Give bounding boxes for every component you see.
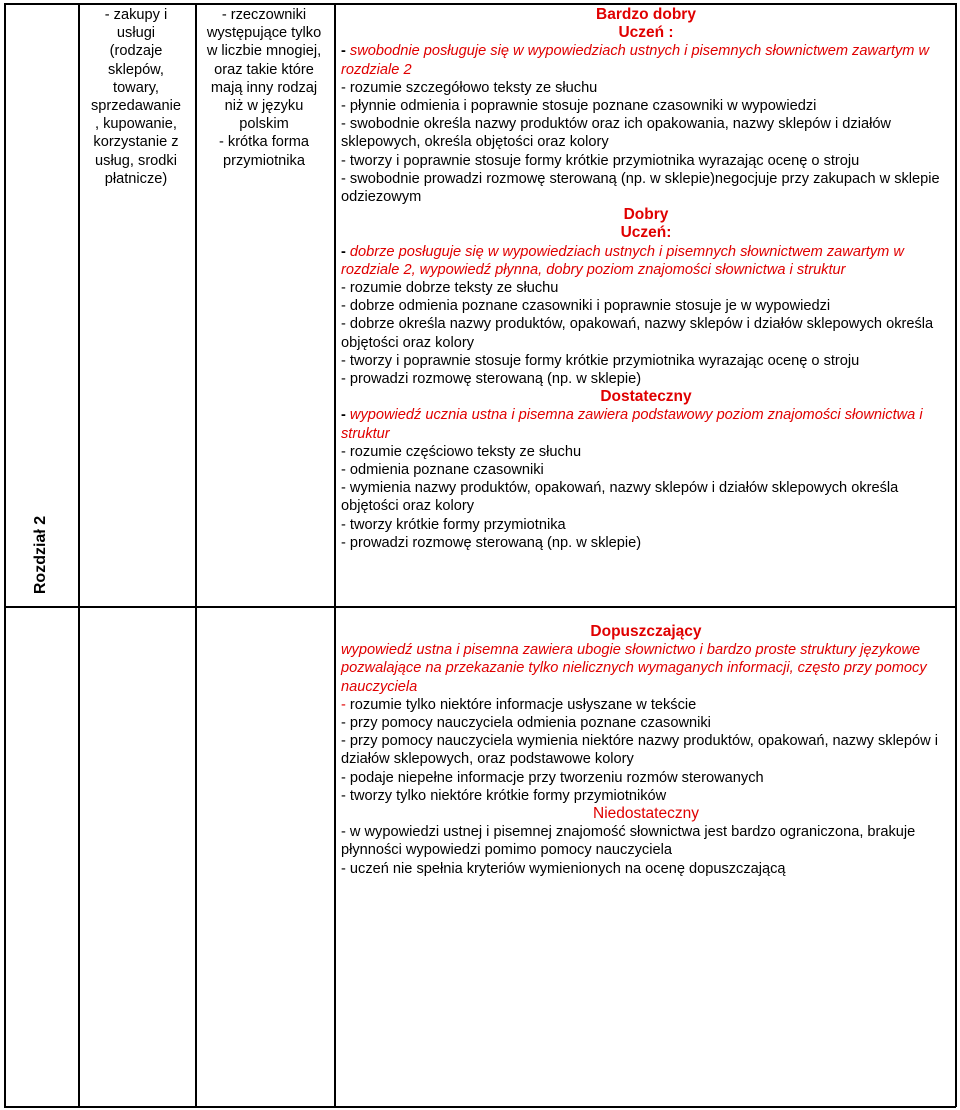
grade-item: - podaje niepełne informacje przy tworzeniu rozmów sterowanych bbox=[341, 769, 764, 786]
grade-intro bbox=[341, 42, 951, 78]
grade-item: - prowadzi rozmowę sterowaną (np. w sklepie) bbox=[341, 534, 642, 551]
grammar-line: niż w języku bbox=[224, 98, 304, 115]
grammar-line: polskim bbox=[239, 116, 289, 133]
table-border-right bbox=[955, 3, 957, 1107]
table-border-bottom bbox=[4, 1106, 956, 1108]
table-border-top bbox=[4, 3, 956, 5]
item-text: rozumie tylko niektóre informacje usłyszane w tekście bbox=[349, 696, 697, 713]
grade-item: - rozumie szczegółowo teksty ze słuchu bbox=[341, 79, 598, 96]
grade-item: - rozumie dobrze teksty ze słuchu bbox=[341, 280, 559, 297]
grade-intro bbox=[341, 243, 951, 279]
column-divider-3 bbox=[334, 3, 336, 1107]
grade-item: - tworzy tylko niektóre krótkie formy przymiotników bbox=[341, 787, 667, 804]
intro-text: dobrze posługuje się w wypowiedziach ustnych i pisemnych słownictwem zawartym w rozdziale 2, wypowiedź płynna, dobry poziom znajomości słownictwa i struktur bbox=[341, 243, 904, 278]
grammar-line: mają inny rodzaj bbox=[210, 79, 318, 96]
intro-dash: - bbox=[341, 243, 350, 260]
grade-title: Dopuszczający bbox=[590, 623, 702, 640]
grade-title: Niedostateczny bbox=[593, 805, 699, 823]
grade-item: - rozumie częściowo teksty ze słuchu bbox=[341, 443, 582, 460]
topic-line: sklepów, bbox=[108, 61, 164, 78]
grammar-line: - krótka forma bbox=[218, 134, 309, 151]
intro-text: wypowiedź ucznia ustna i pisemna zawiera podstawowy poziom znajomości słownictwa i struktur bbox=[341, 407, 923, 442]
grade-intro bbox=[341, 406, 951, 442]
grade-item: - odmienia poznane czasowniki bbox=[341, 462, 544, 479]
grade-item: - w wypowiedzi ustnej i pisemnej znajomość słownictwa jest bardzo ograniczona, brakuje płynności wypowiedzi pomimo pomocy nauczyciela bbox=[341, 824, 916, 859]
grade-item: - wymienia nazwy produktów, opakowań, nazwy sklepów i działów sklepowych określa objętości oraz kolory bbox=[341, 480, 899, 515]
grade-block-1 bbox=[341, 206, 951, 388]
grade-item: - przy pomocy nauczyciela wymienia niektóre nazwy produktów, opakowań, nazwy sklepów i działów sklepowych, oraz podstawowe kolory bbox=[341, 733, 938, 768]
table-border-left bbox=[4, 3, 6, 1107]
intro-dash: - bbox=[341, 407, 350, 424]
section-label: Rozdział 2 bbox=[32, 515, 49, 595]
topic-line: korzystanie z bbox=[93, 134, 179, 151]
grade-item: - tworzy i poprawnie stosuje formy krótkie przymiotnika wyrazając ocenę o stroju bbox=[341, 352, 860, 369]
row-divider bbox=[4, 606, 956, 608]
grade-title: Bardzo dobry bbox=[596, 6, 696, 23]
topic-line: - zakupy i bbox=[104, 7, 168, 23]
grade-item: - dobrze określa nazwy produktów, opakowań, nazwy sklepów i działów sklepowych określa objętości oraz kolory bbox=[341, 316, 934, 351]
intro-text: swobodnie posługuje się w wypowiedziach ustnych i pisemnych słownictwem zawartym w rozdziale 2 bbox=[341, 43, 930, 78]
grammar-cell bbox=[196, 6, 332, 170]
grade-intro: wypowiedź ustna i pisemna zawiera ubogie słownictwo i bardzo proste struktury językowe pozwalające na przekazanie tylko nielicznych wymaganych informacji, często przy pomocy nauczyciela bbox=[341, 642, 927, 695]
grade-item: - przy pomocy nauczyciela odmienia poznane czasowniki bbox=[341, 715, 711, 732]
intro-dash: - bbox=[341, 43, 350, 60]
grade-title: Dostateczny bbox=[600, 388, 692, 406]
topic-line: usługi bbox=[116, 25, 156, 42]
topic-line: (rodzaje bbox=[109, 43, 163, 60]
grade-item: - uczeń nie spełnia kryteriów wymienionych na ocenę dopuszczającą bbox=[341, 860, 786, 877]
topic-line: towary, bbox=[113, 79, 159, 96]
grade-block-2 bbox=[341, 388, 951, 552]
grade-item: - prowadzi rozmowę sterowaną (np. w sklepie) bbox=[341, 371, 642, 388]
grades-top-cell bbox=[341, 6, 951, 552]
topic-line: płatnicze) bbox=[104, 170, 168, 187]
grade-item: - tworzy krótkie formy przymiotnika bbox=[341, 516, 566, 533]
grade-item: - płynnie odmienia i poprawnie stosuje poznane czasowniki w wypowiedzi bbox=[341, 98, 817, 115]
topic-line: , kupowanie, bbox=[95, 116, 177, 133]
grade-item: - swobodnie prowadzi rozmowę sterowaną (np. w sklepie)negocjuje przy zakupach w sklepie odziezowym bbox=[341, 170, 940, 206]
grammar-line: występujące tylko bbox=[206, 25, 322, 42]
grades-bottom-cell bbox=[341, 623, 951, 878]
grade-item bbox=[341, 696, 951, 714]
topic-cell bbox=[80, 6, 192, 188]
item-dash: - bbox=[341, 696, 350, 713]
grade-subtitle: Uczeń : bbox=[618, 24, 674, 42]
grade-item: - dobrze odmienia poznane czasowniki i poprawnie stosuje je w wypowiedzi bbox=[341, 298, 831, 315]
grade-title: Dobry bbox=[623, 206, 669, 224]
grammar-line: - rzeczowniki bbox=[221, 7, 307, 23]
grade-item: - tworzy i poprawnie stosuje formy krótkie przymiotnika wyrazając ocenę o stroju bbox=[341, 152, 860, 169]
topic-line: sprzedawanie bbox=[90, 98, 182, 115]
grammar-line: w liczbie mnogiej, bbox=[206, 43, 322, 60]
grammar-line: oraz takie które bbox=[214, 61, 314, 78]
grade-item: - swobodnie określa nazwy produktów oraz ich opakowania, nazwy sklepów i działów sklepowych, określa objętości oraz kolory bbox=[341, 116, 891, 151]
grade-subtitle: Uczeń: bbox=[620, 224, 672, 242]
grade-block-0 bbox=[341, 6, 951, 206]
grammar-line: przymiotnika bbox=[223, 152, 305, 169]
topic-line: usług, srodki bbox=[95, 152, 177, 169]
